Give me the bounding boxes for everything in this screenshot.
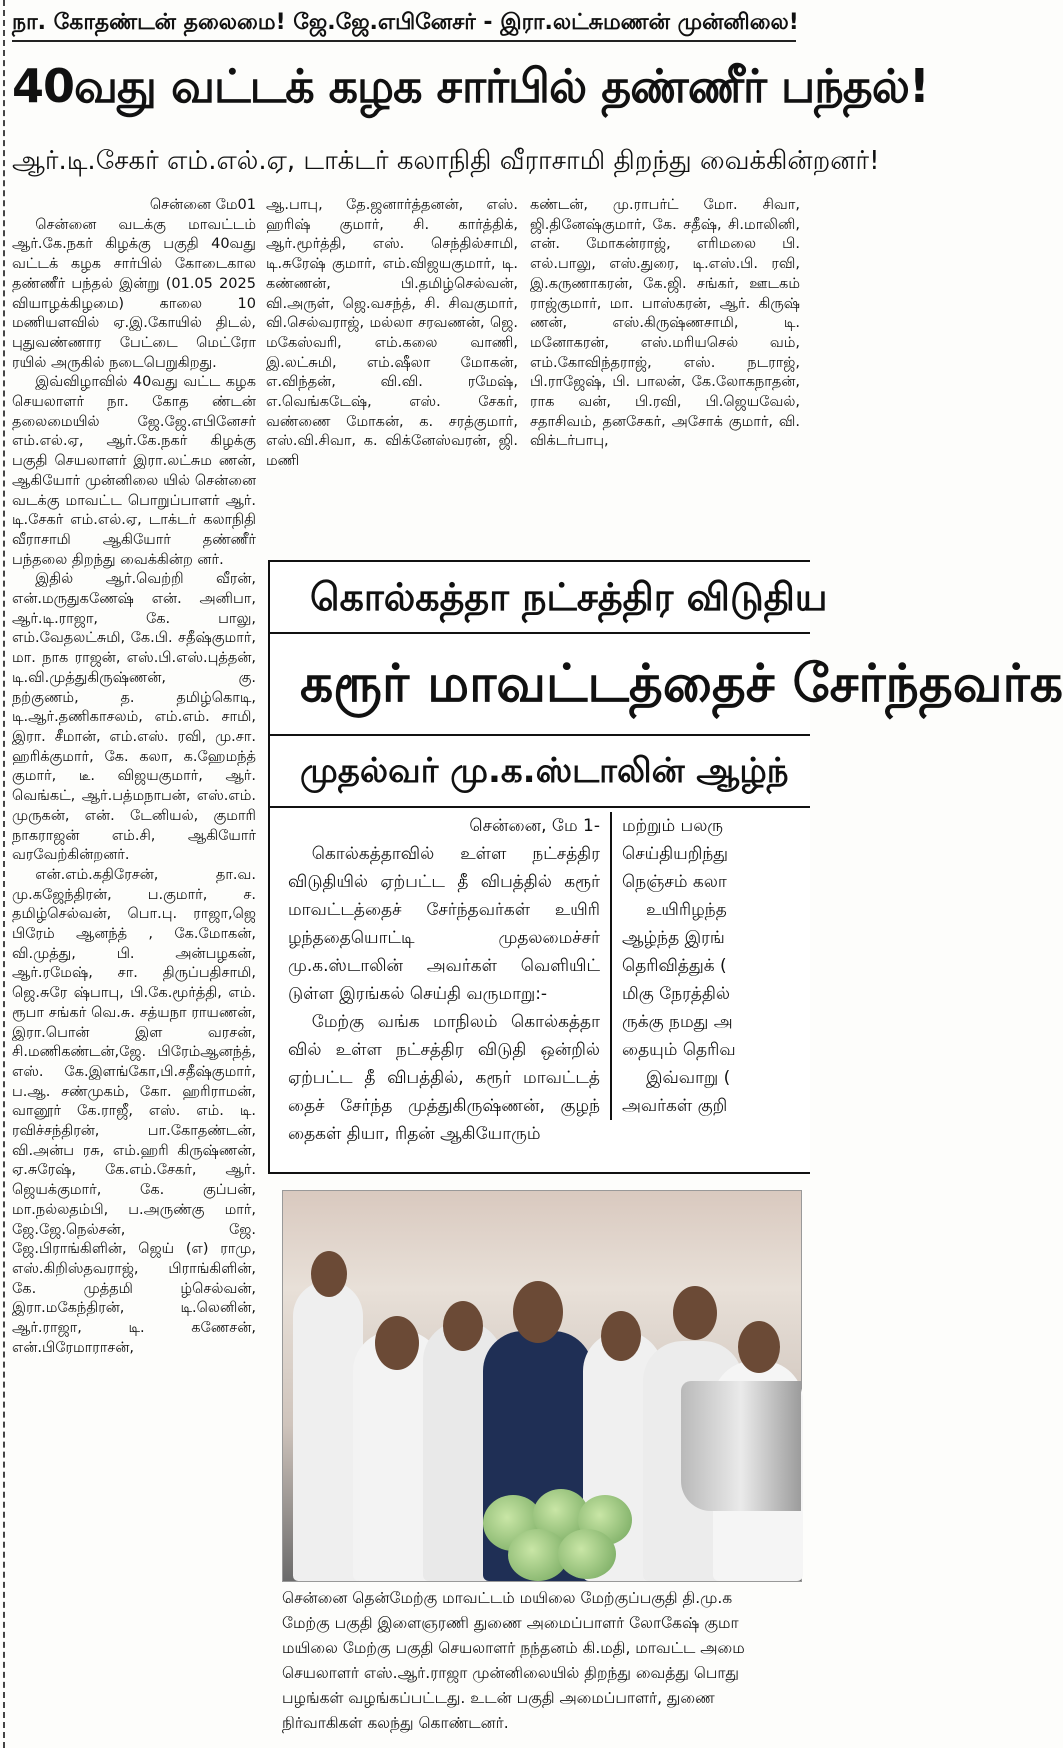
photo-figure: [311, 1251, 347, 1297]
clipping-border: [3, 0, 5, 1748]
second-story-box: [268, 560, 1063, 1174]
caption-line: மேற்கு பகுதி இளைஞரணி துணை அமைப்பாளர் லோகேஷ் குமா: [282, 1614, 739, 1632]
text-line: ஆழ்ந்த இரங்: [622, 928, 725, 948]
caption-line: பழங்கள் வழங்கப்பட்டது. உடன் பகுதி அமைப்பாளர், துணை: [282, 1689, 715, 1707]
text-line: உயிரிழந்த: [646, 900, 727, 920]
photo-figure: [673, 1286, 717, 1340]
text-line: நெஞ்சம் கலா: [622, 872, 727, 892]
photo-figure: [513, 1281, 563, 1343]
photo-caption: [282, 1586, 800, 1736]
paragraph: மேற்கு வங்க மாநிலம் கொல்கத்தா வில் உள்ள நட்சத்திர விடுதி ஒன்றில் ஏற்பட்ட தீ விபத்தில், கரூர் மாவட்டத் தைச் சேர்ந்த முத்துகிருஷ்ணன், குழந் தைகள் தியா, ரிதன் ஆகியோரும்: [288, 1012, 600, 1144]
watermelon: [558, 1529, 616, 1579]
text-line: தெரிவித்துக் (: [622, 956, 727, 976]
paragraph: கொல்கத்தாவில் உள்ள நட்சத்திர விடுதியில் ஏற்பட்ட தீ விபத்தில் கரூர் மாவட்டத்தைச் சேர்ந்தவர்கள் உயிரி ழந்ததையொட்டி முதலமைச்சர் மு.க.ஸ்டாலின் அவர்கள் வெளியிட் டுள்ள இரங்கல் செய்தி வருமாறு:-: [288, 844, 600, 1004]
news-photo: [282, 1190, 802, 1582]
photo-figure: [601, 1311, 641, 1361]
text-line: ருக்கு நமது அ: [622, 1012, 733, 1032]
text-line: மற்றும் பலரு: [622, 816, 724, 836]
dateline: சென்னை மே01: [149, 197, 256, 213]
story2-headline: கரூர் மாவட்டத்தைச் சேர்ந்தவர்க: [270, 634, 810, 736]
paragraph: கண்டன், மு.ராபர்ட் மோ. சிவா, ஜி.தினேஷ்குமார், கே. சதீஷ், சி.மாலினி, என். மோகன்ராஜ், எரிமலை பி. எல்.பாலு, எஸ்.துரை, டி.எஸ்.பி. ரவி, இ.கருணாகரன், கே.ஜி. சங்கர், ஊடகம் ராஜ்குமார், மா. பாஸ்கரன், ஆர். கிருஷ் ணன், எஸ்.கிருஷ்ணசாமி, டி. மனோகரன், எஸ்.மரியசெல் வம், எம்.கோவிந்தராஜ், எஸ். நடராஜ், பி.ராஜேஷ், பி. பாலன், கே.லோகநாதன், ராக வன், பி.ரவி, பி.ஜெயவேல், சதாசிவம், தனசேகர், அசோக் குமார், வி. விக்டர்பாபு,: [530, 197, 800, 450]
caption-line: சென்னை தென்மேற்கு மாவட்டம் மயிலை மேற்குப்பகுதி தி.மு.க: [282, 1589, 733, 1607]
paragraph: சென்னை வடக்கு மாவட்டம் ஆர்.கே.நகர் கிழக்கு பகுதி 40வது வட்டக் கழக சார்பில் கோடைகால தண்ணீர் பந்தல் இன்று (01.05 2025 வியாழக்கிழமை) காலை 10 மணியளவில் ஏ.இ.கோயில் திடல், புதுவண்ணார பேட்டை மெட்ரோ ரயில் அருகில் நடைபெறுகிறது.: [12, 216, 256, 371]
photo-figure: [443, 1301, 483, 1351]
kicker-line: நா. கோதண்டன் தலைமை! ஜே.ஜே.எபினேசர் - இரா.லட்சுமணன் முன்னிலை!: [12, 6, 796, 42]
article-column-2: [266, 196, 518, 556]
article-column-1: [12, 196, 256, 1736]
photo-figure: [375, 1316, 419, 1370]
caption-line: மயிலை மேற்கு பகுதி செயலாளர் நந்தனம் கி.மதி, மாவட்ட அமை: [282, 1639, 745, 1657]
main-headline: 40வது வட்டக் கழக சார்பில் தண்ணீர் பந்தல்!: [12, 59, 929, 113]
caption-line: நிர்வாகிகள் கலந்து கொண்டனர்.: [282, 1714, 509, 1732]
text-line: தையும் தெரிவ: [622, 1040, 736, 1060]
paragraph: இதில் ஆர்.வெற்றி வீரன், என்.மருதுகணேஷ் என். அனிபா, ஆர்.டி.ராஜா, கே. பாலு, எம்.வேதலட்சுமி, கே.பி. சதீஷ்குமார், மா. நாக ராஜன், எஸ்.பி.எஸ்.புத்தன், டி.வி.முத்துகிருஷ்ணன், கு. நற்குணம், த. தமிழ்கொடி, டி.ஆர்.தணிகாசலம், எம்.எம். சாமி, இரா. சீமான், எம்.எஸ். ரவி, மு.சா. ஹரிக்குமார், கே. கலா, க.ஹேமந்த் குமார், டீ. விஜயகுமார், ஆர். வெங்கட், ஆர்.பத்மநாபன், எஸ்.எம். முருகன், என். டேனியல், குமாரி நாகராஜன் எம்.சி, ஆகியோர் வரவேற்கின்றனர்.: [12, 571, 256, 864]
paragraph: ஆ.பாபு, தே.ஜனார்த்தனன், எஸ். ஹரிஷ் குமார், சி. கார்த்திக், ஆர்.மூர்த்தி, எஸ். செந்தில்சாமி, டி.சுரேஷ் குமார், எம்.விஜயகுமார், டி. கண்ணன், பி.தமிழ்செல்வன், வி.அருள், ஜெ.வசந்த், சி. சிவகுமார், வி.செல்வராஜ், மல்லா சரவணன், ஜெ. மகேஸ்வரி, எம்.கலை வாணி, இ.லட்சுமி, எம்.ஷீலா மோகன், எ.விந்தன், வி.வி. ரமேஷ், எ.வெங்கடேஷ், எஸ். சேகர், வண்ணை மோகன், க. சரத்குமார், எஸ்.வி.சிவா, க. விக்னேஸ்வரன், ஜி. மணி: [266, 197, 518, 470]
story2-subheadline: முதல்வர் மு.க.ஸ்டாலின் ஆழ்ந்: [270, 736, 810, 808]
paragraph: இவ்விழாவில் 40வது வட்ட கழக செயலாளர் நா. கோத ண்டன் தலைமையில் ஜே.ஜே.எபினேசர் எம்.எல்.ஏ, ஆர்.கே.நகர் கிழக்கு பகுதி செயலாளர் இரா.லட்சும ணன், ஆகியோர் முன்னிலை யில் சென்னை வடக்கு மாவட்ட பொறுப்பாளர் ஆர். டி.சேகர் எம்.எல்.ஏ, டாக்டர் கலாநிதி வீராசாமி ஆகியோர் தண்ணீர் பந்தலை திறந்து வைக்கின்ற னர்.: [12, 374, 256, 568]
caption-line: செயலாளர் எஸ்.ஆர்.ராஜா முன்னிலையில் திறந்து வைத்து பொது: [282, 1664, 739, 1682]
photo-figure: [738, 1321, 780, 1373]
text-line: இவ்வாறு (: [646, 1068, 731, 1088]
text-line: செய்தியறிந்து: [622, 844, 729, 864]
text-line: அவர்கள் குறி: [622, 1096, 728, 1116]
water-pot: [681, 1381, 801, 1511]
paragraph: என்.எம்.கதிரேசன், தா.வ. மு.கஜேந்திரன், ப.குமார், ச. தமிழ்செல்வன், பொ.பு. ராஜா,ஜெ பிரேம் ஆனந்த் , கே.மோகன், வி.முத்து, பி. அன்பழகன், ஆர்.ரமேஷ், சா. திருப்பதிசாமி, ஜெ.சுரே ஷ்பாபு, பி.கே.மூர்த்தி, எம். ரூபா சங்கர் வெ.சு. சத்யநா ராயணன், இரா.பொன் இள வரசன், சி.மணிகண்டன்,ஜே. பிரேம்ஆனந்த், எஸ். கே.இளங்கோ,பி.சதீஷ்குமார், ப.ஆ. சண்முகம், கோ. ஹரிராமன், வானூர் கே.ராஜீ, எஸ். எம். டி. ரவிச்சந்திரன், பா.கோதண்டன், வி.அன்ப ரசு, எம்.ஹரி கிருஷ்ணன், ஏ.சுரேஷ், கே.எம்.சேகர், ஆர். ஜெயக்குமார், கே. குப்பன், மா.நல்லதம்பி, ப.அருண்கு மார், ஜே.ஜே.நெல்சன், ஜே. ஜே.பிராங்கிளின், ஜெய் (எ) ராமு, எஸ்.கிறிஸ்தவராஜ், பிராங்கிளின், கே. முத்தமி ழ்செல்வன், இரா.மகேந்திரன், டி.லெனின், ஆர்.ராஜா, டி. கணேசன், என்.பிரேமாராசன்,: [12, 866, 256, 1356]
sub-headline: ஆர்.டி.சேகர் எம்.எல்.ஏ, டாக்டர் கலாநிதி வீராசாமி திறந்து வைக்கின்றனர்!: [12, 146, 880, 176]
article-column-3: [530, 196, 800, 556]
story2-body-right: [610, 812, 822, 1120]
text-line: மிகு நேரத்தில்: [622, 984, 731, 1004]
story2-kicker: கொல்கத்தா நட்சத்திர விடுதிய: [270, 562, 810, 634]
dateline: சென்னை, மே 1-: [469, 816, 600, 836]
story2-body: [288, 812, 600, 1148]
